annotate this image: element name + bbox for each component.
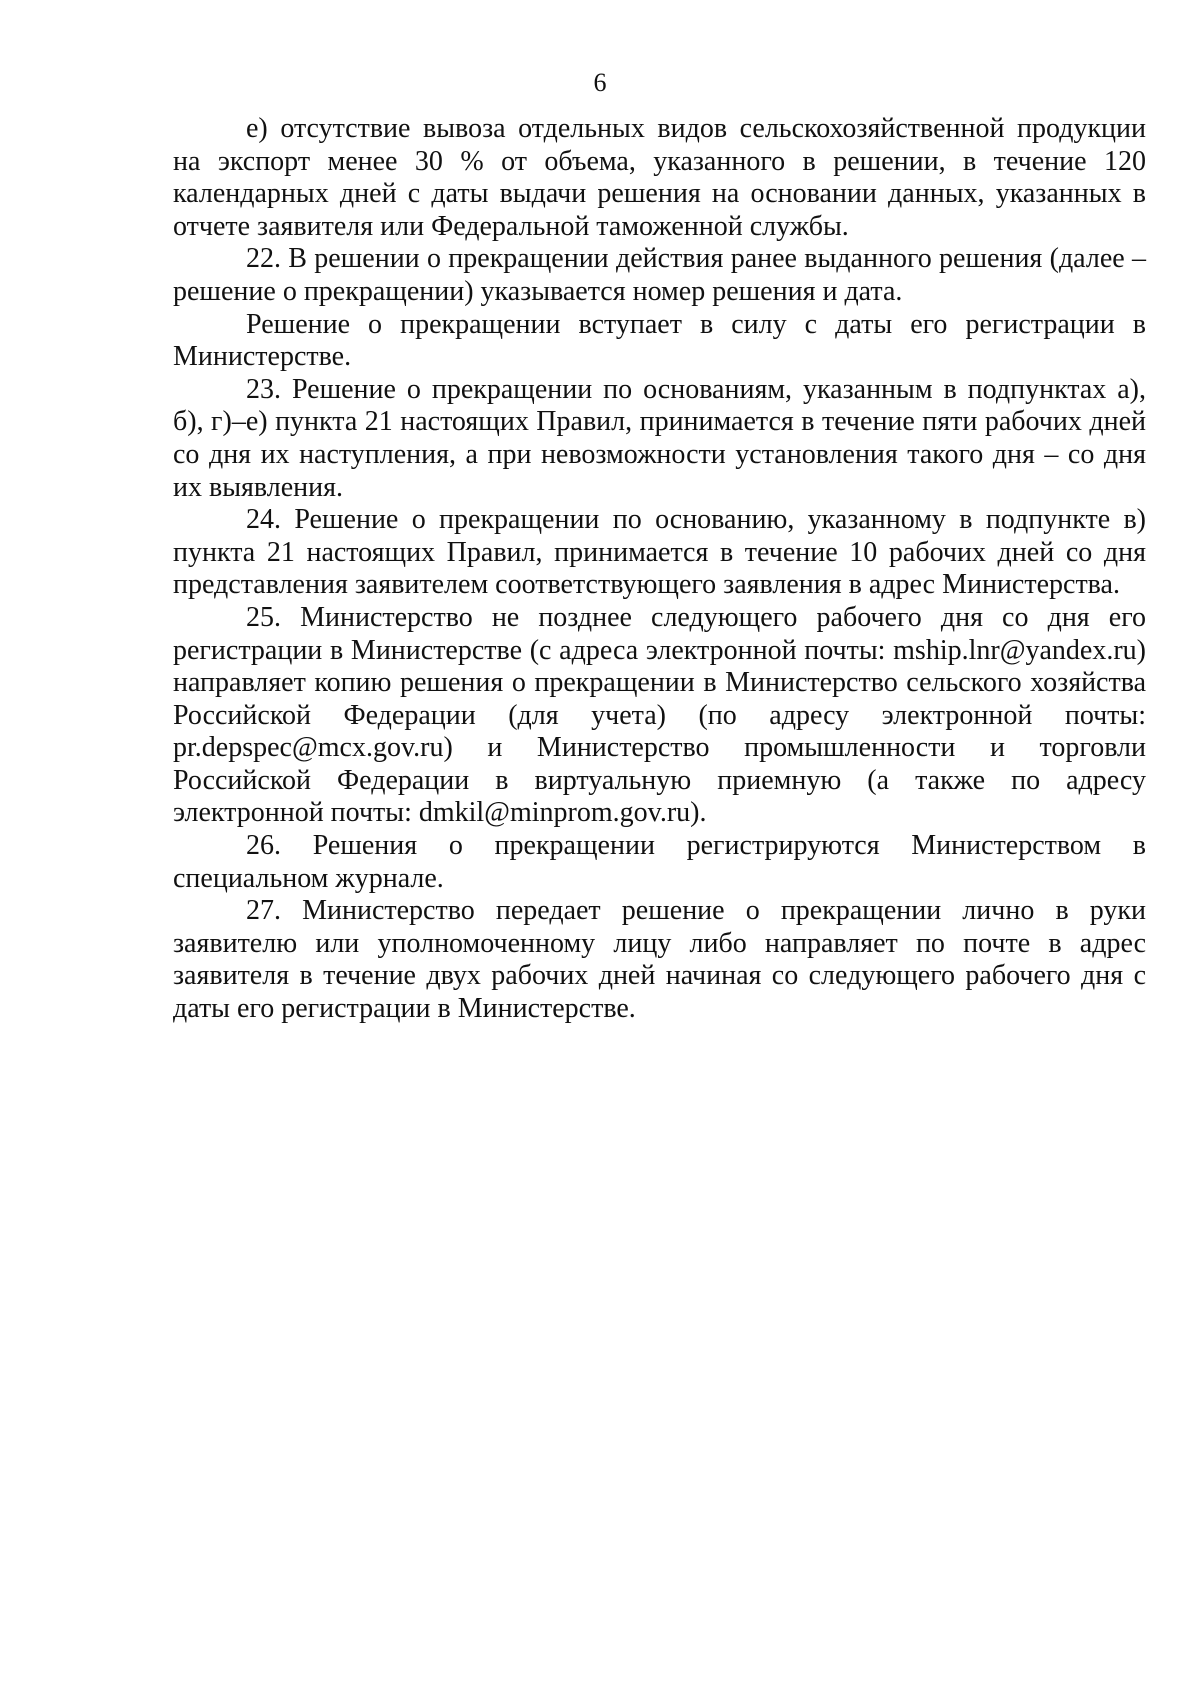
page-number: 6	[593, 68, 607, 97]
paragraph-item-e: е) отсутствие вывоза отдельных видов сельскохозяйственной продукции на экспорт менее 30 % от объема, указанного в решении, в течение 120 календарных дней с даты выдачи решения на основании данных, указанных в отчете заявителя или Федеральной таможенной службы.	[173, 113, 1146, 242]
paragraph-24: 24. Решение о прекращении по основанию, указанному в подпункте в) пункта 21 настоящих Правил, принимается в течение 10 рабочих дней со дня представления заявителем соответствующего заявления в адрес Министерства.	[173, 504, 1146, 601]
document-body	[173, 113, 1146, 1026]
paragraph-22-effective-date: Решение о прекращении вступает в силу с даты его регистрации в Министерстве.	[173, 308, 1146, 373]
paragraph-25: 25. Министерство не позднее следующего рабочего дня со дня его регистрации в Министерстве (с адреса электронной почты: mship.lnr@yandex.ru) направляет копию решения о прекращении в Министерство сельского хозяйства Российской Федерации (для учета) (по адресу электронной почты: pr.depspec@mcx.gov.ru) и Министерство промышленности и торговли Российской Федерации в виртуальную приемную (а также по адресу электронной почты: dmkil@minprom.gov.ru).	[173, 601, 1146, 829]
paragraph-22: 22. В решении о прекращении действия ранее выданного решения (далее – решение о прекращении) указывается номер решения и дата.	[173, 243, 1146, 307]
paragraph-23: 23. Решение о прекращении по основаниям, указанным в подпунктах а), б), г)–е) пункта 21 настоящих Правил, принимается в течение пяти рабочих дней со дня их наступления, а при невозможности установления такого дня – со дня их выявления.	[173, 373, 1146, 503]
paragraph-26: 26. Решения о прекращении регистрируются Министерством в специальном журнале.	[173, 830, 1146, 894]
paragraph-27: 27. Министерство передает решение о прекращении лично в руки заявителю или уполномоченному лицу либо направляет по почте в адрес заявителя в течение двух рабочих дней начиная со следующего рабочего дня с даты его регистрации в Министерстве.	[173, 895, 1146, 1025]
